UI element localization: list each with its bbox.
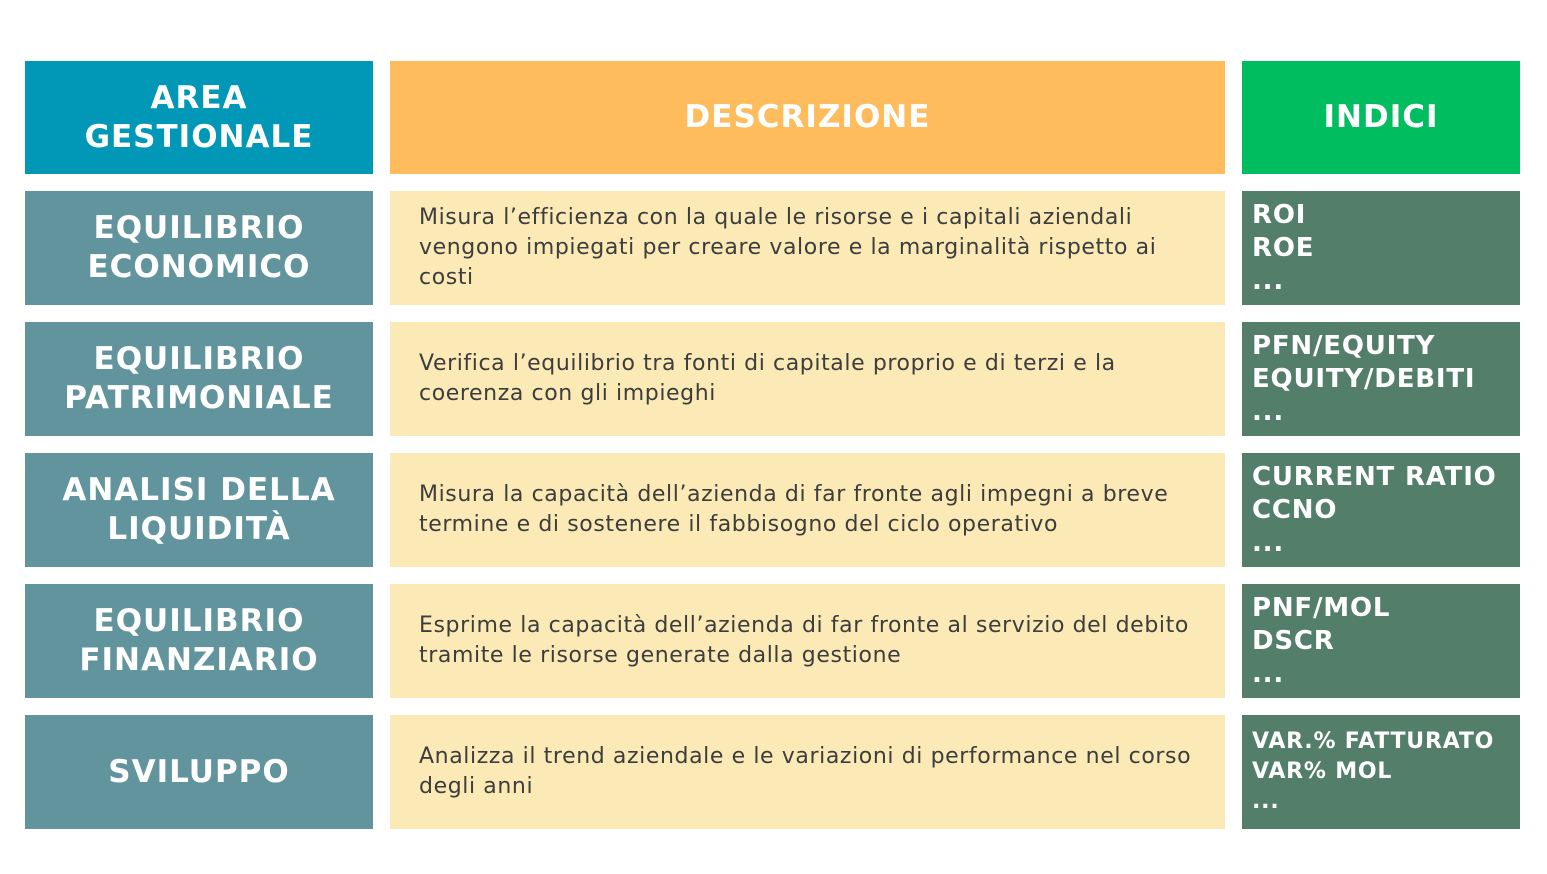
indice-ellipsis: ...	[1252, 658, 1285, 689]
row-area-analisi-liquidita: ANALISI DELLA LIQUIDITÀ	[25, 453, 373, 567]
row-area-equilibrio-finanziario: EQUILIBRIO FINANZIARIO	[25, 584, 373, 698]
indice-ellipsis: ...	[1252, 527, 1285, 558]
row-indici-list	[1242, 191, 1520, 305]
indice-ellipsis: ...	[1252, 789, 1280, 814]
indice-item: ROI	[1252, 199, 1307, 230]
indice-item: EQUITY/DEBITI	[1252, 363, 1476, 394]
row-description: Verifica l’equilibrio tra fonti di capitale proprio e di terzi e la coerenza con gli impieghi	[390, 322, 1225, 436]
row-description: Esprime la capacità dell’azienda di far fronte al servizio del debito tramite le risorse generate dalla gestione	[390, 584, 1225, 698]
row-area-equilibrio-patrimoniale: EQUILIBRIO PATRIMONIALE	[25, 322, 373, 436]
row-area-equilibrio-economico: EQUILIBRIO ECONOMICO	[25, 191, 373, 305]
indice-item: ROE	[1252, 232, 1315, 263]
indice-item: VAR% MOL	[1252, 759, 1393, 784]
indice-item: PNF/MOL	[1252, 592, 1391, 623]
row-indici-list	[1242, 322, 1520, 436]
indice-ellipsis: ...	[1252, 396, 1285, 427]
row-area-sviluppo: SVILUPPO	[25, 715, 373, 829]
indice-ellipsis: ...	[1252, 265, 1285, 296]
row-indici-list	[1242, 453, 1520, 567]
indice-item: PFN/EQUITY	[1252, 330, 1436, 361]
row-description: Misura la capacità dell’azienda di far fronte agli impegni a breve termine e di sostenere il fabbisogno del ciclo operativo	[390, 453, 1225, 567]
indice-item: DSCR	[1252, 625, 1335, 656]
row-indici-list	[1242, 584, 1520, 698]
indice-item: VAR.% FATTURATO	[1252, 729, 1495, 754]
indice-item: CCNO	[1252, 494, 1338, 525]
row-description: Misura l’efficienza con la quale le risorse e i capitali aziendali vengono impiegati per creare valore e la marginalità rispetto ai costi	[390, 191, 1225, 305]
indice-item: CURRENT RATIO	[1252, 461, 1497, 492]
header-area-gestionale: AREA GESTIONALE	[25, 61, 373, 174]
header-indici: INDICI	[1242, 61, 1520, 174]
row-description: Analizza il trend aziendale e le variazioni di performance nel corso degli anni	[390, 715, 1225, 829]
management-areas-table	[25, 61, 1520, 829]
row-indici-list	[1242, 715, 1520, 829]
header-descrizione: DESCRIZIONE	[390, 61, 1225, 174]
